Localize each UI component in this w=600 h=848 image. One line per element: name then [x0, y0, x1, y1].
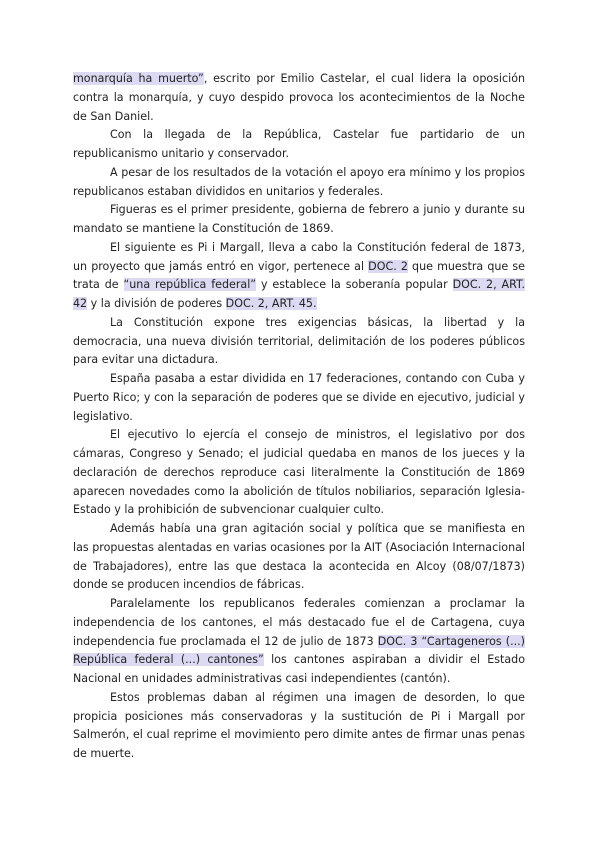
paragraph	[73, 70, 525, 126]
text-run: El ejecutivo lo ejercía el consejo de ministros, el legislativo por dos cámaras, Congreso y Senado; el judicial quedaba en manos de los jueces y la declaración de derechos reproduce casi literalmente la Constitución de 1869 aparecen novedades como la abolición de títulos nobiliarios, separación Iglesia-Estado y la prohibición de subvencionar cualquier culto.	[73, 428, 525, 517]
document-body	[73, 70, 525, 764]
paragraph	[73, 239, 525, 314]
text-run: El siguiente es Pi i Margall, lleva a cabo la Constitución federal de 1873, un proyecto que jamás entró en vigor, pertenece al	[73, 240, 525, 273]
text-run: , escrito por Emilio Castelar, el cual lidera la oposición contra la monarquía, y cuyo despido provoca los acontecimientos de la Noche de San Daniel.	[73, 72, 526, 123]
text-run: los cantones aspiraban a dividir el Estado Nacional en unidades administrativas casi independientes (cantón).	[73, 653, 525, 685]
text-run: Estos problemas daban al régimen una imagen de desorden, lo que propicia posiciones más conservadoras y la sustitución de Pi i Margall por Salmerón, el cual reprime el movimiento pero dimite antes de firmar unas penas de muerte.	[73, 690, 525, 760]
paragraph	[73, 126, 525, 164]
text-run: Además había una gran agitación social y política que se manifiesta en las propuestas alentadas en varias ocasiones por la AIT (Asociación Internacional de Trabajadores), entre las que destaca la acontecida en Alcoy (08/07/1873) donde se producen incendios de fábricas.	[73, 522, 525, 592]
text-run: La Constitución expone tres exigencias básicas, la libertad y la democracia, una nueva división territorial, delimitación de los poderes públicos para evitar una dictadura.	[73, 315, 525, 367]
text-run: que muestra que se trata de	[73, 259, 525, 292]
text-run: Con la llegada de la República, Castelar fue partidario de un republicanismo unitario y conservador.	[73, 128, 525, 160]
text-run: A pesar de los resultados de la votación el apoyo era mínimo y los propios republicanos estaban divididos en unitarios y federales.	[73, 165, 525, 198]
text-run: y establece la soberanía popular	[256, 278, 453, 292]
highlighted-citation: DOC. 2, ART. 42	[73, 278, 525, 310]
highlighted-citation: monarquía ha muerto”	[73, 72, 204, 85]
paragraph	[73, 689, 525, 764]
paragraph	[73, 520, 525, 595]
text-run: Figueras es el primer presidente, gobierna de febrero a junio y durante su mandato se mantiene la Constitución de 1869.	[73, 203, 525, 235]
text-run: España pasaba a estar dividida en 17 federaciones, contando con Cuba y Puerto Rico; y con la separación de poderes que se divide en ejecutivo, judicial y legislativo.	[73, 372, 525, 423]
paragraph	[73, 370, 525, 426]
paragraph	[73, 426, 525, 520]
highlighted-citation: DOC. 3 “Cartageneros (...) República federal (...) cantones”	[73, 634, 525, 667]
text-run: y la división de poderes	[87, 297, 226, 310]
highlighted-citation: “una república federal”	[123, 278, 257, 292]
paragraph	[73, 595, 525, 689]
paragraph	[73, 201, 525, 239]
paragraph	[73, 164, 525, 202]
paragraph	[73, 314, 525, 370]
highlighted-citation: DOC. 2	[368, 259, 408, 273]
highlighted-citation: DOC. 2, ART. 45.	[225, 297, 317, 310]
text-run: Paralelamente los republicanos federales comienzan a proclamar la independencia de los cantones, el más destacado fue el de Cartagena, cuya independencia fue proclamada el 12 de julio de 1873	[73, 597, 525, 648]
